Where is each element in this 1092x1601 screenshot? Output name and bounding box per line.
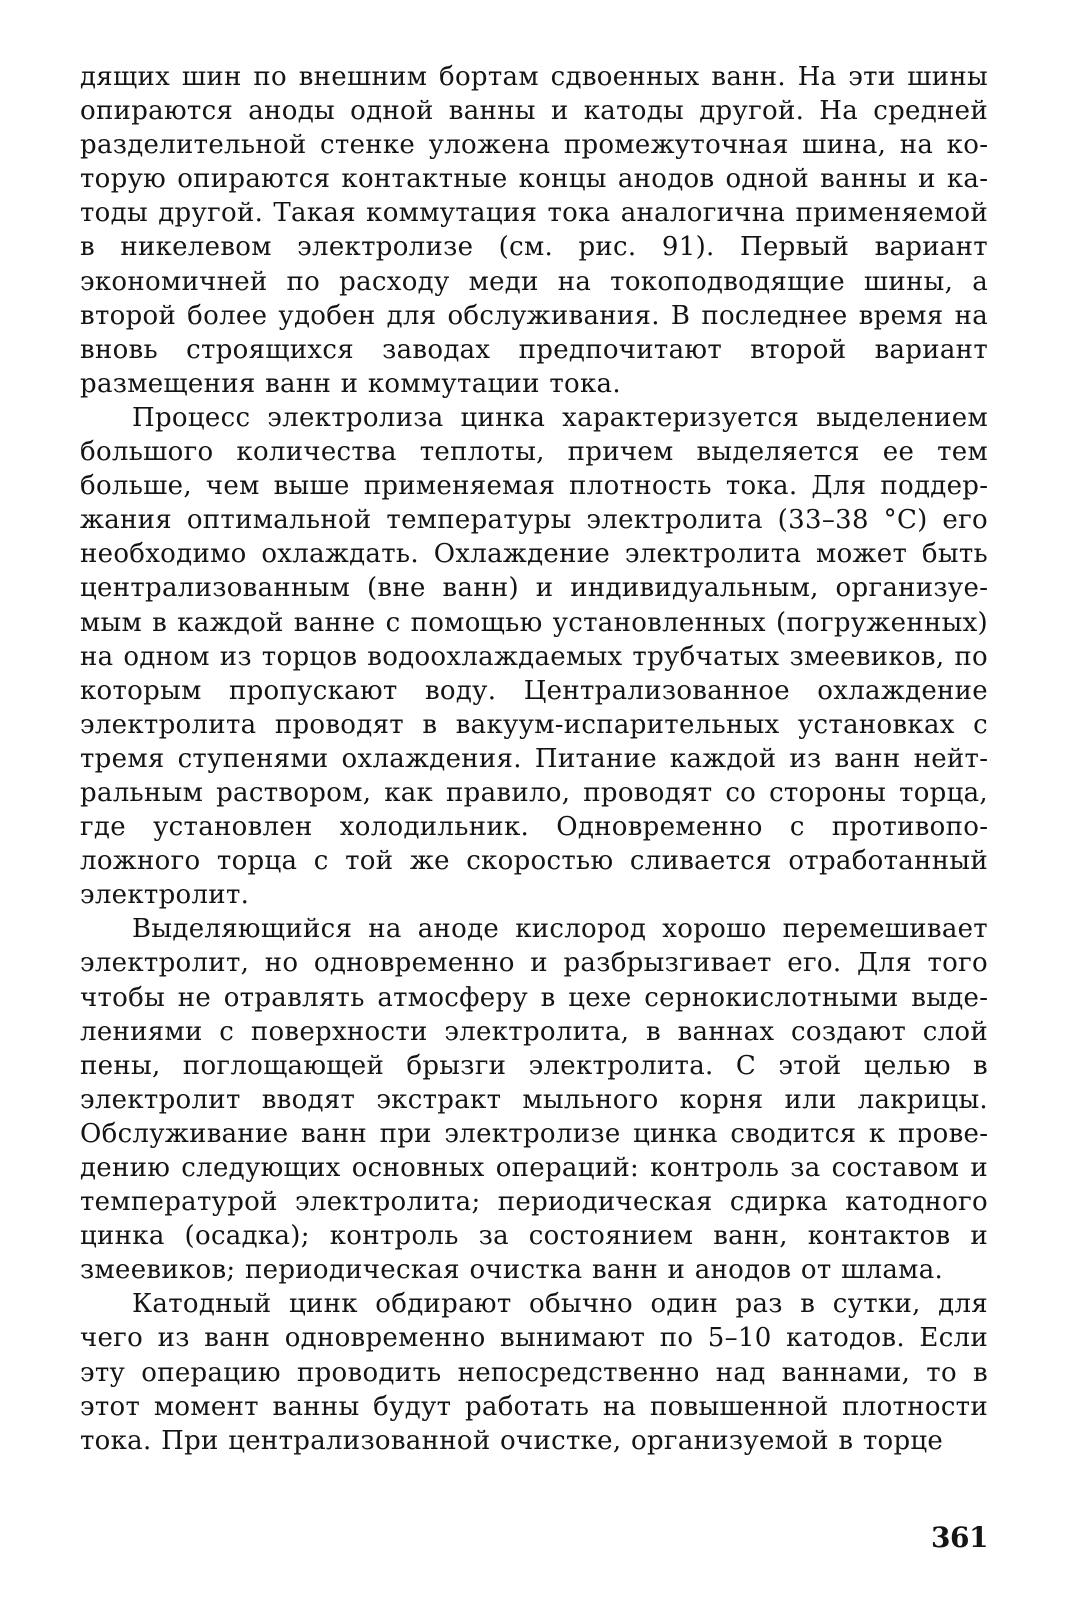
page-body [80,60,988,1458]
paragraph-continuation: дящих шин по внешним бортам сдвоенных ванн. На эти шины опираются аноды одной ванны и катоды другой. На средней разделительной стенке уложена промежуточная шина, на которую опираются контактные концы анодов одной ванны и катоды другой. Такая коммутация тока аналогична применяемой в никелевом электролизе (см. рис. 91). Первый вариант экономичней по расходу меди на токоподводящие шины, а второй более удобен для обслуживания. В последнее время на вновь строящихся заводах предпочитают второй вариант размещения ванн и коммутации тока. [80,62,988,399]
page-number: 361 [931,1521,988,1554]
paragraph-cathode-stripping: Катодный цинк обдирают обычно один раз в сутки, для чего из ванн одновременно вынимают по 5–10 катодов. Если эту операцию проводить непосредственно над ваннами, то в этот момент ванны будут работать на повышенной плотности тока. При централизованной очистке, организуемой в торце [80,1289,988,1456]
paragraph-anode-oxygen: Выделяющийся на аноде кислород хорошо перемешивает электролит, но одновременно и разбрызгивает его. Для того чтобы не отравлять атмосферу в цехе сернокислотными выделениями с поверхности электролита, в ваннах создают слой пены, поглощающей брызги электролита. С этой целью в электролит вводят экстракт мыльного корня или лакрицы. Обслуживание ванн при электролизе цинка сводится к проведению следующих основных операций: контроль за составом и температурой электролита; периодическая сдирка катодного цинка (осадка); контроль за состоянием ванн, контактов и змеевиков; периодическая очистка ванн и анодов от шлама. [80,914,988,1286]
paragraph-zinc-electrolysis-heat: Процесс электролиза цинка характеризуется выделением большого количества теплоты, причем выделяется ее тем больше, чем выше применяемая плотность тока. Для поддержания оптимальной температуры электролита (33–38 °С) его необходимо охлаждать. Охлаждение электролита может быть централизованным (вне ванн) и индивидуальным, организуемым в каждой ванне с помощью установленных (погруженных) на одном из торцов водоохлаждаемых трубчатых змеевиков, по которым пропускают воду. Централизованное охлаждение электролита проводят в вакуум-испарительных установках с тремя ступенями охлаждения. Питание каждой из ванн нейтральным раствором, как правило, проводят со стороны торца, где установлен холодильник. Одновременно с противоположного торца с той же скоростью сливается отработанный электролит. [80,402,988,911]
